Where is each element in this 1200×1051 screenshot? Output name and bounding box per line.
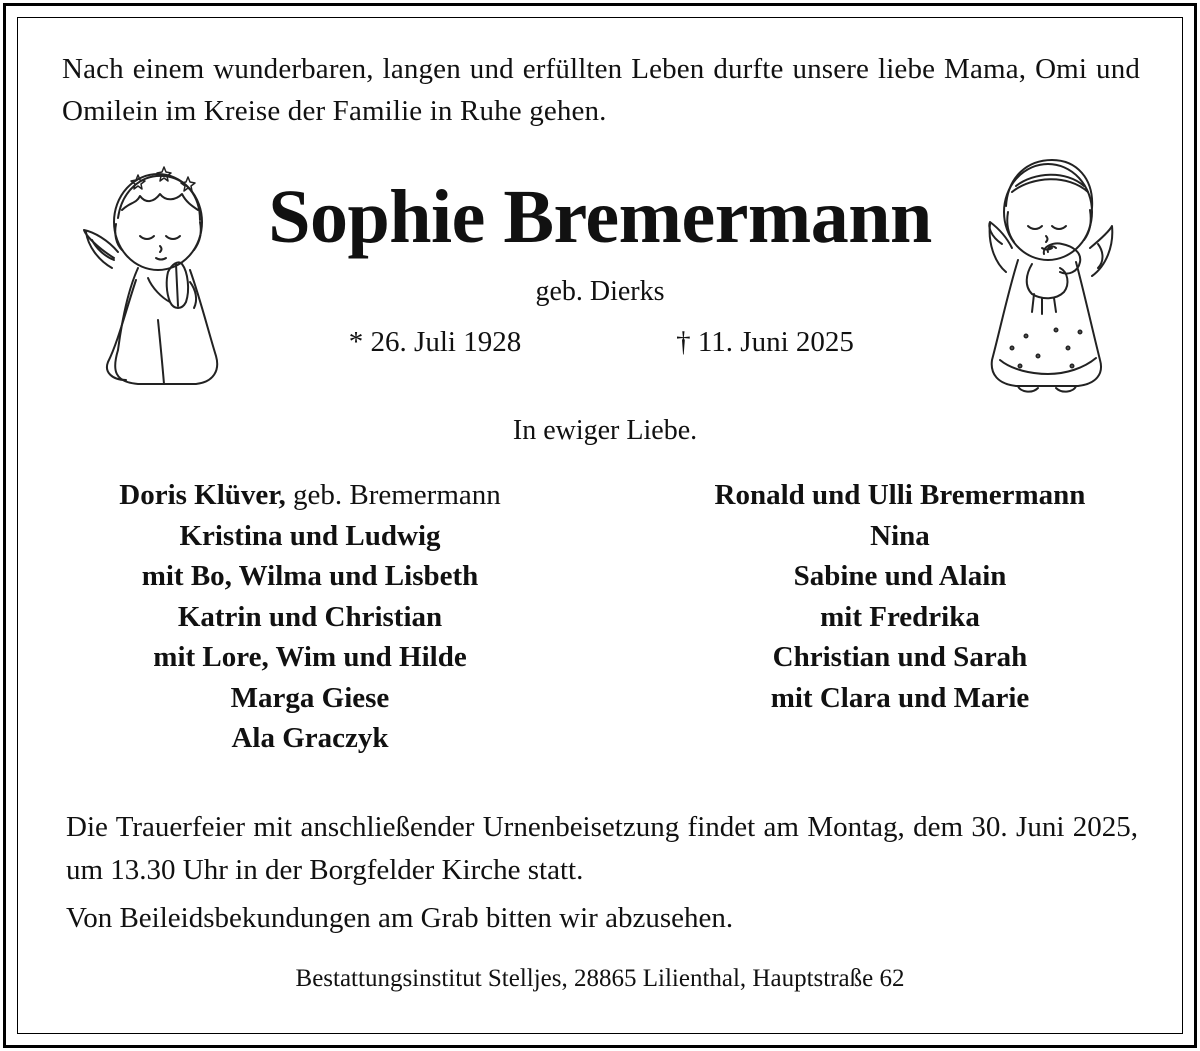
mourner-line: mit Lore, Wim und Hilde: [153, 641, 467, 673]
funeral-home-info: Bestattungsinstitut Stelljes, 28865 Lilienthal, Hauptstraße 62: [295, 965, 905, 992]
motto: In ewiger Liebe.: [512, 415, 698, 446]
mourner-line: Christian und Sarah: [772, 641, 1028, 673]
mourner-line: Ala Graczyk: [231, 722, 389, 754]
service-details: Die Trauerfeier mit anschließender Urnenbeisetzung findet am Montag, dem 30. Juni 2025, um 13.30 Uhr in der Borgfelder Kirche statt.: [66, 811, 1138, 886]
mourner-line: Marga Giese: [230, 681, 390, 714]
mourners-left-column: [50, 475, 570, 759]
mourner-note: geb. Bremermann: [285, 479, 501, 511]
mourner-line: [50, 475, 570, 516]
mourner-line: mit Fredrika: [820, 600, 980, 633]
mourner-line: Katrin und Christian: [177, 600, 443, 633]
deceased-name: Sophie Bremermann: [268, 175, 932, 259]
mourner-line: Nina: [870, 519, 930, 552]
condolence-note: Von Beileidsbekundungen am Grab bitten wir abzusehen.: [66, 902, 734, 934]
maiden-name: geb. Dierks: [535, 276, 665, 307]
mourners-right-column: [640, 475, 1160, 718]
death-date: † 11. Juni 2025: [676, 326, 854, 358]
mourner-name: Doris Klüver,: [119, 479, 286, 511]
mourner-line: Kristina und Ludwig: [179, 519, 441, 552]
intro-text: Nach einem wunderbaren, langen und erfüllten Leben durfte unsere liebe Mama, Omi und Omilein im Kreise der Familie in Ruhe gehen.: [62, 53, 1140, 127]
mourner-line: mit Clara und Marie: [770, 681, 1030, 714]
mourner-line: Ronald und Ulli Bremermann: [714, 479, 1086, 511]
birth-date: * 26. Juli 1928: [348, 326, 522, 358]
mourner-line: mit Bo, Wilma und Lisbeth: [141, 560, 479, 592]
mourner-line: Sabine und Alain: [793, 560, 1007, 592]
